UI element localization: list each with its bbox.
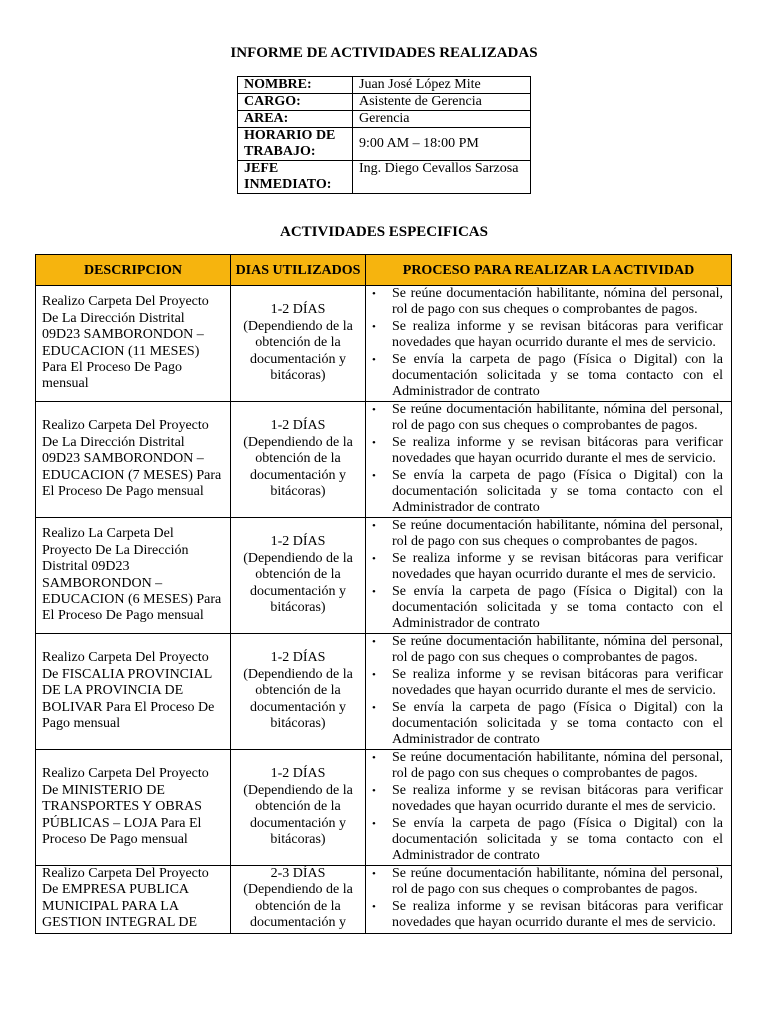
area-value: Gerencia (353, 111, 531, 128)
activity-process (366, 866, 732, 934)
activity-days-note: (Dependiendo de la obtención de la documentación y bitácoras) (243, 782, 353, 848)
cargo-label: CARGO: (238, 94, 353, 111)
bullet-icon: • (372, 520, 376, 532)
activity-days-value: 2-3 DÍAS (270, 866, 326, 881)
activity-process (366, 402, 732, 518)
activity-days (231, 750, 366, 866)
process-list (370, 286, 723, 401)
nombre-label: NOMBRE: (238, 77, 353, 94)
activity-days-value: 1-2 DÍAS (270, 302, 326, 318)
section-title: ACTIVIDADES ESPECIFICAS (280, 224, 488, 240)
activity-row (36, 518, 732, 634)
process-step (370, 435, 723, 468)
area-label: AREA: (238, 111, 353, 128)
bullet-icon: • (372, 817, 376, 830)
bullet-icon: • (372, 320, 376, 333)
activity-description-text: Realizo Carpeta Del Proyecto De La Dirección Distrital 09D23 SAMBORONDON – EDUCACION (7 MESES) Para El Proceso De Pago mensual (42, 418, 222, 500)
bullet-icon: • (372, 701, 376, 714)
activity-days-wrap (233, 766, 363, 848)
process-step-text: Se reúne documentación habilitante, nómina del personal, rol de pago con sus cheques o comprobantes de pagos. (392, 866, 723, 898)
horario-label: HORARIO DE TRABAJO: (238, 128, 353, 161)
process-step (370, 866, 723, 899)
process-step-text: Se realiza informe y se revisan bitácoras para verificar novedades que hayan ocurrido durante el mes de servicio. (392, 782, 723, 815)
document-title: INFORME DE ACTIVIDADES REALIZADAS (230, 45, 538, 61)
activity-process (366, 634, 732, 750)
process-step (370, 352, 723, 401)
activity-days-note: (Dependiendo de la obtención de la documentación y bitácoras) (243, 434, 353, 500)
process-step-text: Se reúne documentación habilitante, nómina del personal, rol de pago con sus cheques o comprobantes de pagos. (392, 518, 723, 550)
bullet-icon: • (372, 784, 376, 797)
jefe-value: Ing. Diego Cevallos Sarzosa (353, 161, 531, 194)
process-step-text: Se realiza informe y se revisan bitácoras para verificar novedades que hayan ocurrido durante el mes de servicio. (392, 434, 723, 467)
activity-description (36, 750, 231, 866)
bullet-icon: • (372, 288, 376, 300)
process-list (370, 750, 723, 865)
activities-body (36, 286, 732, 934)
process-step (370, 750, 723, 783)
process-step (370, 816, 723, 865)
activity-days-wrap (233, 302, 363, 384)
process-step-text: Se reúne documentación habilitante, nómina del personal, rol de pago con sus cheques o comprobantes de pagos. (392, 750, 723, 782)
process-list (370, 634, 723, 749)
activity-days (231, 866, 366, 934)
jefe-label: JEFE INMEDIATO: (238, 161, 353, 194)
horario-value: 9:00 AM – 18:00 PM (353, 128, 531, 161)
process-step (370, 551, 723, 584)
process-step (370, 286, 723, 319)
activities-table (35, 254, 732, 934)
process-step (370, 468, 723, 517)
activity-process (366, 750, 732, 866)
activity-days (231, 402, 366, 518)
nombre-value: Juan José López Mite (353, 77, 531, 94)
header-dias: DIAS UTILIZADOS (231, 255, 366, 286)
info-row-nombre (238, 77, 531, 94)
bullet-icon: • (372, 353, 376, 366)
activity-description (36, 866, 231, 934)
activity-description (36, 286, 231, 402)
activity-days-note: (Dependiendo de la obtención de la documentación y bitácoras) (243, 550, 353, 616)
activity-days-wrap (233, 866, 363, 932)
bullet-icon: • (372, 900, 376, 913)
activity-days-value: 1-2 DÍAS (270, 650, 326, 666)
activity-description-text: Realizo Carpeta Del Proyecto De La Dirección Distrital 09D23 SAMBORONDON – EDUCACION (11 MESES) Para El Proceso De Pago mensual (42, 294, 209, 392)
employee-info-table (237, 76, 531, 194)
info-row-cargo (238, 94, 531, 111)
activities-header-row (36, 255, 732, 286)
activity-days-wrap (233, 650, 363, 732)
activity-days-value: 1-2 DÍAS (270, 534, 326, 550)
process-list (370, 402, 723, 517)
process-list (370, 866, 723, 932)
process-step (370, 518, 723, 551)
process-step-text: Se envía la carpeta de pago (Física o Digital) con la documentación solicitada y se toma contacto con el Administrador de contrato (392, 815, 723, 864)
activity-days (231, 286, 366, 402)
activity-days-note: (Dependiendo de la obtención de la documentación y (243, 882, 353, 931)
bullet-icon: • (372, 436, 376, 449)
process-step (370, 899, 723, 932)
activity-days-note: (Dependiendo de la obtención de la documentación y bitácoras) (243, 666, 353, 732)
activity-description-text: Realizo Carpeta Del Proyecto De FISCALIA PROVINCIAL DE LA PROVINCIA DE BOLIVAR Para El Proceso De Pago mensual (42, 650, 215, 732)
bullet-icon: • (372, 585, 376, 598)
cargo-value: Asistente de Gerencia (353, 94, 531, 111)
process-step-text: Se realiza informe y se revisan bitácoras para verificar novedades que hayan ocurrido durante el mes de servicio. (392, 318, 723, 351)
activity-row (36, 866, 732, 934)
info-row-jefe (238, 161, 531, 194)
process-step-text: Se realiza informe y se revisan bitácoras para verificar novedades que hayan ocurrido durante el mes de servicio. (392, 666, 723, 699)
process-step (370, 319, 723, 352)
process-list (370, 518, 723, 633)
activity-days (231, 518, 366, 634)
activity-days-wrap (233, 534, 363, 616)
process-step (370, 634, 723, 667)
process-step-text: Se reúne documentación habilitante, nómina del personal, rol de pago con sus cheques o comprobantes de pagos. (392, 402, 723, 434)
bullet-icon: • (372, 668, 376, 681)
activity-days-note: (Dependiendo de la obtención de la documentación y bitácoras) (243, 318, 353, 384)
activity-description (36, 402, 231, 518)
header-descripcion: DESCRIPCION (36, 255, 231, 286)
activity-days-value: 1-2 DÍAS (270, 766, 326, 782)
process-step-text: Se realiza informe y se revisan bitácoras para verificar novedades que hayan ocurrido durante el mes de servicio. (392, 550, 723, 583)
bullet-icon: • (372, 552, 376, 565)
process-step (370, 402, 723, 435)
activity-row (36, 750, 732, 866)
activity-process (366, 286, 732, 402)
activity-description (36, 634, 231, 750)
process-step-text: Se envía la carpeta de pago (Física o Digital) con la documentación solicitada y se toma contacto con el Administrador de contrato (392, 351, 723, 400)
activity-description (36, 518, 231, 634)
bullet-icon: • (372, 868, 376, 880)
header-proceso: PROCESO PARA REALIZAR LA ACTIVIDAD (366, 255, 732, 286)
process-step-text: Se envía la carpeta de pago (Física o Digital) con la documentación solicitada y se toma contacto con el Administrador de contrato (392, 583, 723, 632)
process-step-text: Se reúne documentación habilitante, nómina del personal, rol de pago con sus cheques o comprobantes de pagos. (392, 286, 723, 318)
activity-days (231, 634, 366, 750)
bullet-icon: • (372, 752, 376, 764)
process-step (370, 584, 723, 633)
bullet-icon: • (372, 404, 376, 416)
activity-days-wrap (233, 418, 363, 500)
process-step-text: Se realiza informe y se revisan bitácoras para verificar novedades que hayan ocurrido durante el mes de servicio. (392, 898, 723, 931)
activity-row (36, 402, 732, 518)
info-row-area (238, 111, 531, 128)
process-step (370, 783, 723, 816)
process-step (370, 667, 723, 700)
activity-process (366, 518, 732, 634)
bullet-icon: • (372, 469, 376, 482)
process-step-text: Se envía la carpeta de pago (Física o Digital) con la documentación solicitada y se toma contacto con el Administrador de contrato (392, 699, 723, 748)
info-row-horario (238, 128, 531, 161)
activity-description-text: Realizo Carpeta Del Proyecto De MINISTERIO DE TRANSPORTES Y OBRAS PÚBLICAS – LOJA Para El Proceso De Pago mensual (42, 766, 209, 848)
process-step-text: Se reúne documentación habilitante, nómina del personal, rol de pago con sus cheques o comprobantes de pagos. (392, 634, 723, 666)
process-step-text: Se envía la carpeta de pago (Física o Digital) con la documentación solicitada y se toma contacto con el Administrador de contrato (392, 467, 723, 516)
activity-row (36, 634, 732, 750)
activity-days-value: 1-2 DÍAS (270, 418, 326, 434)
activity-row (36, 286, 732, 402)
activity-description-text: Realizo La Carpeta Del Proyecto De La Dirección Distrital 09D23 SAMBORONDON – EDUCACION (6 MESES) Para El Proceso De Pago mensual (42, 526, 222, 624)
activity-description-text: Realizo Carpeta Del Proyecto De EMPRESA PUBLICA MUNICIPAL PARA LA GESTION INTEGRAL DE (42, 866, 209, 931)
process-step (370, 700, 723, 749)
bullet-icon: • (372, 636, 376, 648)
